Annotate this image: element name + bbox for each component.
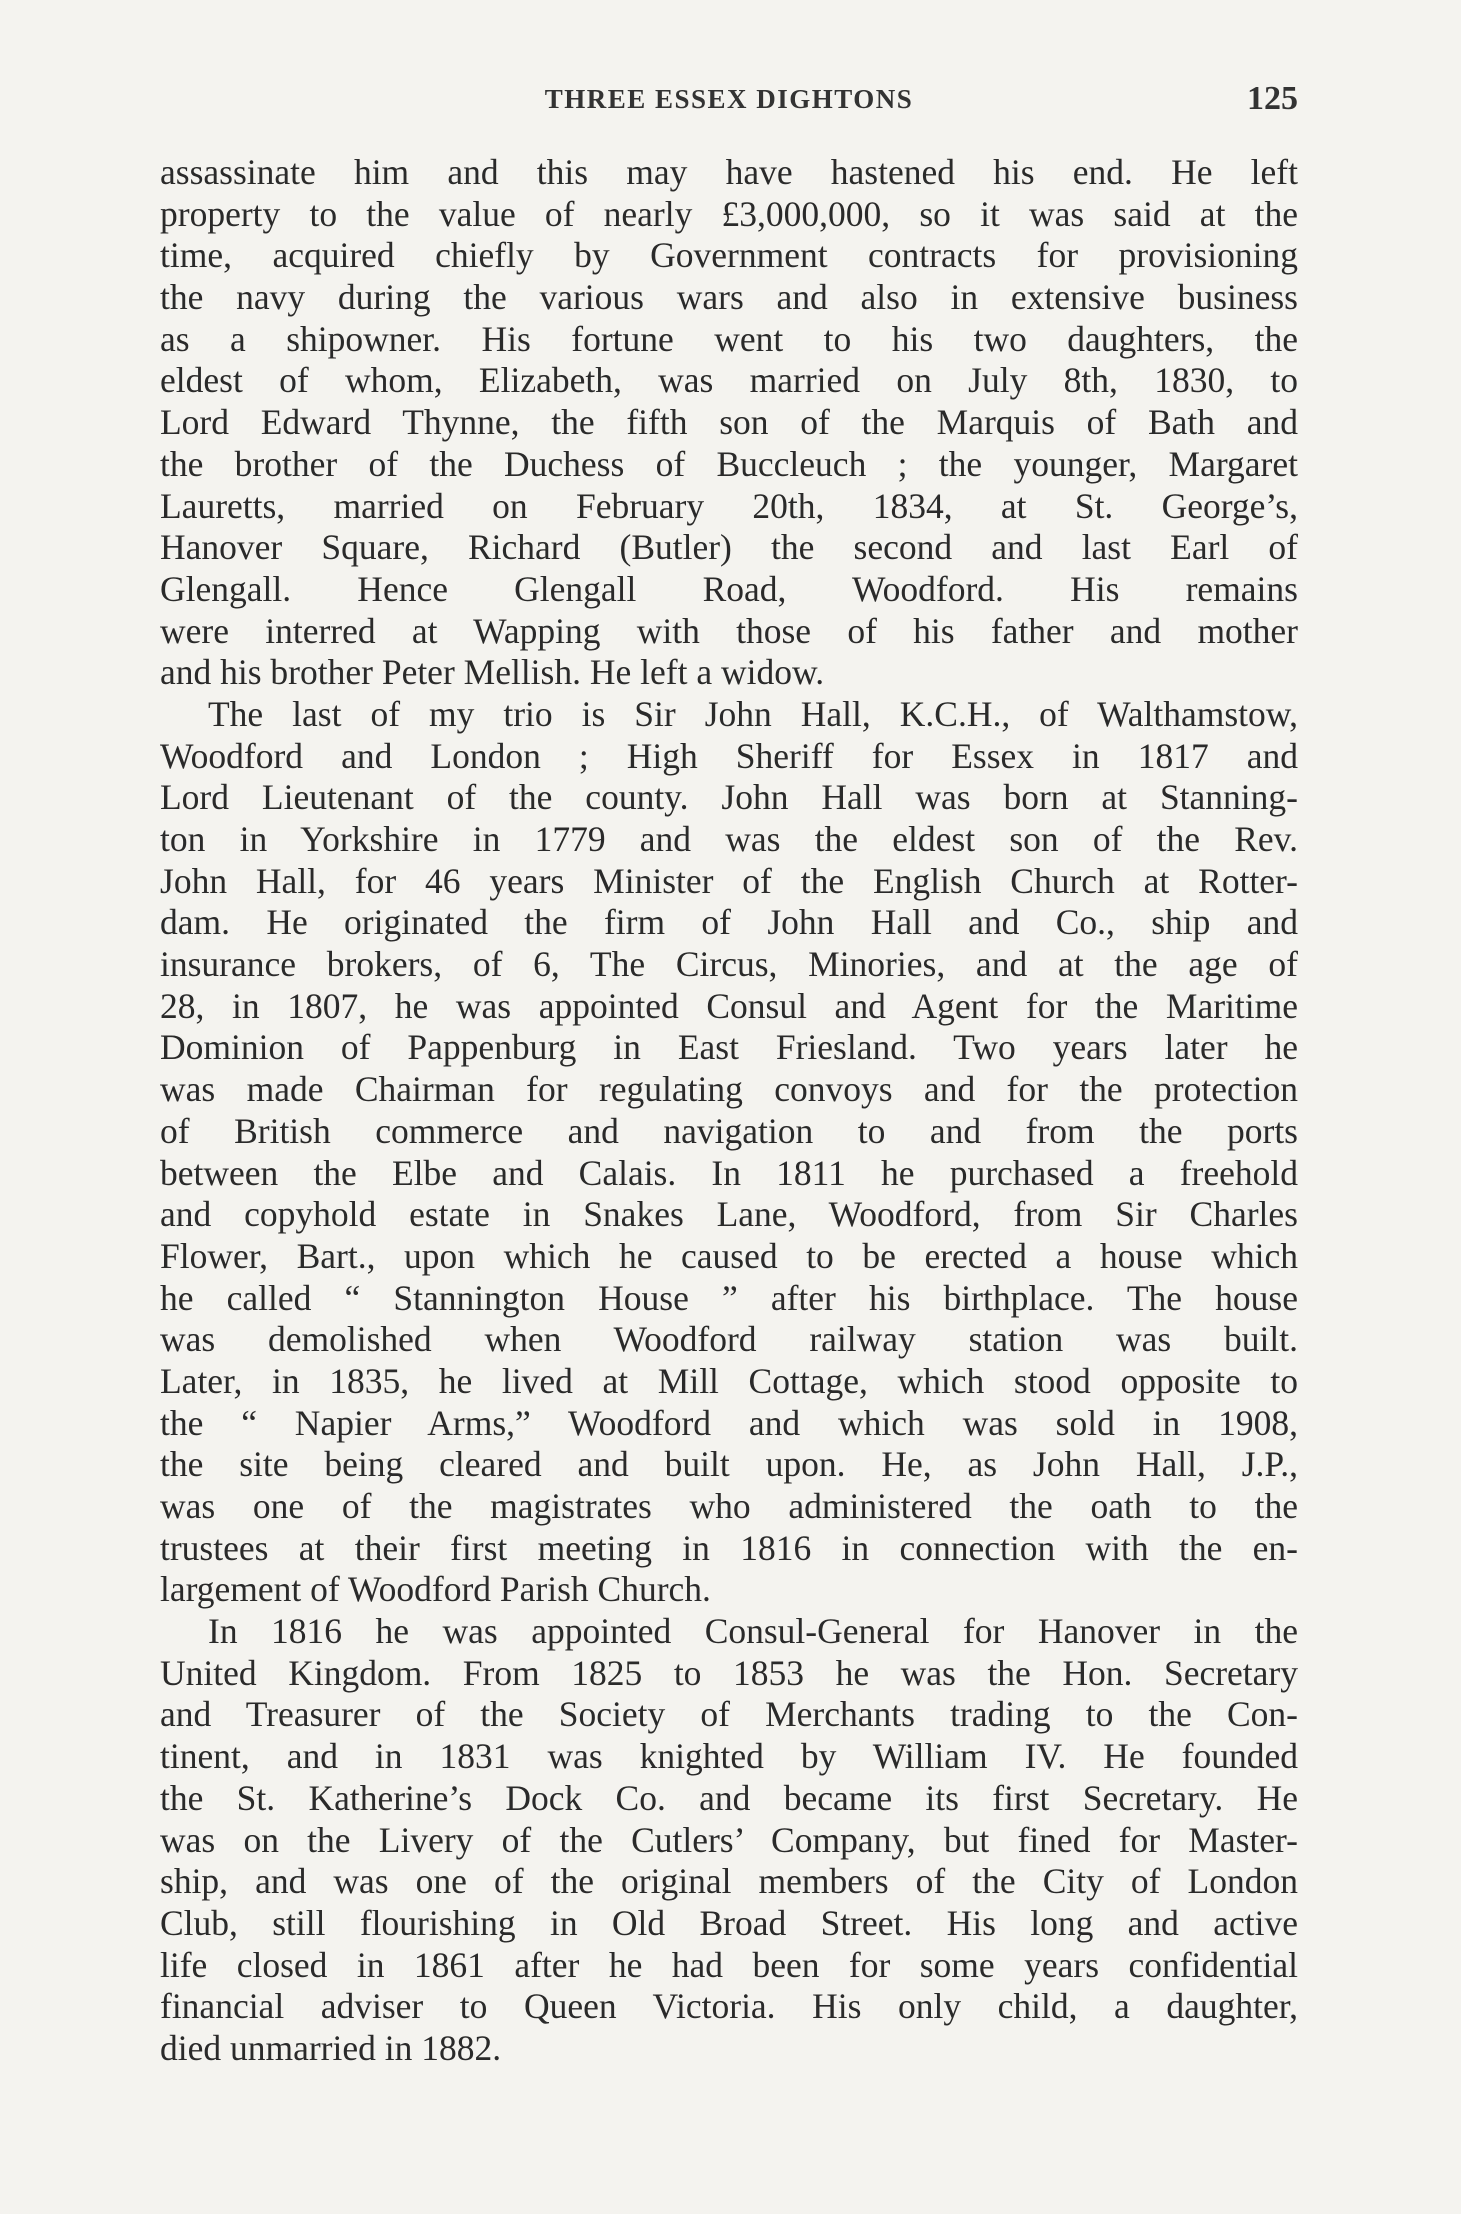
page-header xyxy=(160,80,1298,124)
paragraph xyxy=(160,694,1298,1611)
text-line: assassinate him and this may have hastened his end. He left xyxy=(160,152,1298,192)
text-line: Later, in 1835, he lived at Mill Cottage, which stood opposite to xyxy=(160,1360,1298,1401)
text-line: Lord Edward Thynne, the fifth son of the Marquis of Bath and xyxy=(160,402,1298,443)
text-line: Lord Lieutenant of the county. John Hall was born at Stanning- xyxy=(160,777,1298,818)
text-line: eldest of whom, Elizabeth, was married on July 8th, 1830, to xyxy=(160,360,1298,401)
text-line: ton in Yorkshire in 1779 and was the eldest son of the Rev. xyxy=(160,819,1298,859)
text-line: life closed in 1861 after he had been for some years confidential xyxy=(160,1944,1298,1985)
text-line: the site being cleared and built upon. He, as John Hall, J.P., xyxy=(160,1444,1298,1485)
text-line: property to the value of nearly £3,000,000, so it was said at the xyxy=(160,193,1298,234)
text-line: were interred at Wapping with those of his father and mother xyxy=(160,610,1298,651)
body-text xyxy=(160,152,1298,2070)
text-line: was made Chairman for regulating convoys and for the protection xyxy=(160,1069,1298,1110)
text-line: financial adviser to Queen Victoria. His only child, a daughter, xyxy=(160,1986,1298,2027)
paragraph xyxy=(160,152,1298,694)
text-line: as a shipowner. His fortune went to his two daughters, the xyxy=(160,318,1298,359)
text-line: United Kingdom. From 1825 to 1853 he was the Hon. Secretary xyxy=(160,1652,1298,1693)
text-line: the navy during the various wars and also in extensive business xyxy=(160,277,1298,318)
text-line: and Treasurer of the Society of Merchants trading to the Con- xyxy=(160,1694,1298,1735)
text-line: and his brother Peter Mellish. He left a widow. xyxy=(160,652,825,693)
text-line: was on the Livery of the Cutlers’ Company, but fined for Master- xyxy=(160,1819,1298,1860)
text-line: John Hall, for 46 years Minister of the English Church at Rotter- xyxy=(160,860,1298,901)
text-line: time, acquired chiefly by Government contracts for provisioning xyxy=(160,235,1298,276)
text-line: Lauretts, married on February 20th, 1834, at St. George’s, xyxy=(160,485,1298,526)
text-line: he called “ Stannington House ” after his birthplace. The house xyxy=(160,1277,1298,1318)
text-line: 28, in 1807, he was appointed Consul and Agent for the Maritime xyxy=(160,985,1298,1026)
page-number: 125 xyxy=(1247,80,1298,117)
text-line: died unmarried in 1882. xyxy=(160,2027,502,2068)
text-line: largement of Woodford Parish Church. xyxy=(160,1569,711,1610)
text-line: trustees at their first meeting in 1816 in connection with the en- xyxy=(160,1527,1298,1568)
text-line: tinent, and in 1831 was knighted by William IV. He founded xyxy=(160,1736,1298,1777)
text-line: The last of my trio is Sir John Hall, K.C.H., of Walthamstow, xyxy=(208,693,1298,734)
text-line: Glengall. Hence Glengall Road, Woodford. His remains xyxy=(160,568,1298,609)
text-line: and copyhold estate in Snakes Lane, Woodford, from Sir Charles xyxy=(160,1194,1298,1235)
text-line: was one of the magistrates who administered the oath to the xyxy=(160,1486,1298,1526)
text-line: Dominion of Pappenburg in East Friesland. Two years later he xyxy=(160,1027,1298,1068)
text-line: the brother of the Duchess of Buccleuch ; the younger, Margaret xyxy=(160,443,1298,484)
text-line: Woodford and London ; High Sheriff for Essex in 1817 and xyxy=(160,735,1298,776)
paragraph xyxy=(160,1611,1298,2070)
running-head: THREE ESSEX DIGHTONS xyxy=(544,84,914,114)
text-line: Club, still flourishing in Old Broad Street. His long and active xyxy=(160,1902,1298,1943)
text-line: ship, and was one of the original members of the City of London xyxy=(160,1861,1298,1902)
text-line: Flower, Bart., upon which he caused to be erected a house which xyxy=(160,1235,1298,1276)
text-line: of British commerce and navigation to and from the ports xyxy=(160,1110,1298,1151)
text-line: was demolished when Woodford railway station was built. xyxy=(160,1319,1298,1360)
text-line: insurance brokers, of 6, The Circus, Minories, and at the age of xyxy=(160,944,1298,985)
text-line: Hanover Square, Richard (Butler) the second and last Earl of xyxy=(160,527,1298,568)
text-line: dam. He originated the firm of John Hall and Co., ship and xyxy=(160,902,1298,943)
text-line: between the Elbe and Calais. In 1811 he purchased a freehold xyxy=(160,1152,1298,1193)
text-line: In 1816 he was appointed Consul-General for Hanover in the xyxy=(208,1611,1298,1652)
text-line: the St. Katherine’s Dock Co. and became its first Secretary. He xyxy=(160,1777,1298,1818)
text-line: the “ Napier Arms,” Woodford and which was sold in 1908, xyxy=(160,1402,1298,1443)
